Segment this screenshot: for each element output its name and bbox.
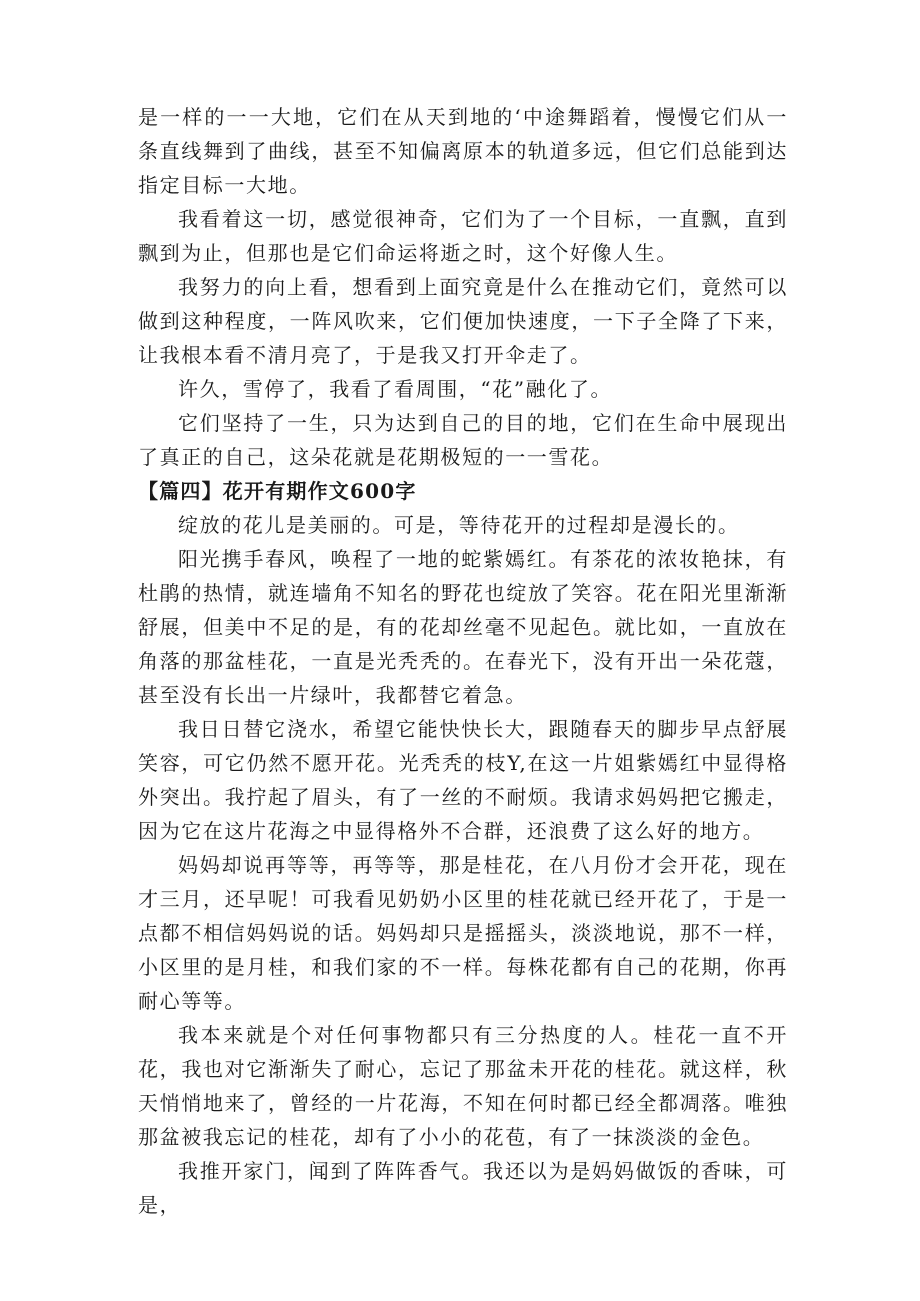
document-page xyxy=(138,100,788,1222)
paragraph: 绽放的花儿是美丽的。可是，等待花开的过程却是漫长的。 xyxy=(178,513,740,537)
paragraph: 我本来就是个对任何事物都只有三分热度的人。桂花一直不开花，我也对它渐渐失了耐心，忘记了那盆未开花的桂花。就这样，秋天悄悄地来了，曾经的一片花海，不知在何时都已经全都凋落。唯独那盆被我忘记的桂花，却有了小小的花苞，有了一抹淡淡的金色。 xyxy=(138,1023,788,1149)
paragraph: 阳光携手春风，唤程了一地的蛇紫嫣红。有茶花的浓妆艳抹，有杜鹃的热情，就连墙角不知名的野花也绽放了笑容。花在阳光里渐渐舒展，但美中不足的是，有的花却丝毫不见起色。就比如，一直放在角落的那盆桂花，一直是光秃秃的。在春光下，没有开出一朵花蔻，甚至没有长出一片绿叶，我都替它着急。 xyxy=(138,547,788,707)
paragraph-continuation: 是一样的一一大地，它们在从天到地的‘中途舞蹈着，慢慢它们从一条直线舞到了曲线，甚至不知偏离原本的轨道多远，但它们总能到达指定目标一大地。 xyxy=(138,105,788,197)
paragraph: 许久，雪停了，我看了看周围，“花”融化了。 xyxy=(178,377,613,401)
paragraph: 我日日替它浇水，希望它能快快长大，跟随春天的脚步早点舒展笑容，可它仍然不愿开花。光秃秃的枝Y,在这一片姐紫嫣红中显得格外突出。我拧起了眉头，有了一丝的不耐烦。我请求妈妈把它搬走，因为它在这片花海之中显得格外不合群，还浪费了这么好的地方。 xyxy=(138,717,788,843)
paragraph: 我努力的向上看，想看到上面究竟是什么在推动它们，竟然可以做到这种程度，一阵风吹来，它们便加快速度，一下子全降了下来，让我根本看不清月亮了，于是我又打开伞走了。 xyxy=(138,275,788,367)
section-heading: 【篇四】花开有期作文600字 xyxy=(138,479,417,503)
paragraph: 我推开家门，闻到了阵阵香气。我还以为是妈妈做饭的香味，可是， xyxy=(138,1159,788,1217)
paragraph: 我看着这一切，感觉很神奇，它们为了一个目标，一直飘，直到飘到为止，但那也是它们命运将逝之时，这个好像人生。 xyxy=(138,207,788,265)
paragraph: 它们坚持了一生，只为达到自己的目的地，它们在生命中展现出了真正的自己，这朵花就是花期极短的一一雪花。 xyxy=(138,411,788,469)
paragraph: 妈妈却说再等等，再等等，那是桂花，在八月份才会开花，现在才三月，还早呢！可我看见奶奶小区里的桂花就已经开花了，于是一点都不相信妈妈说的话。妈妈却只是摇摇头，淡淡地说，那不一样，小区里的是月桂，和我们家的不一样。每株花都有自己的花期，你再耐心等等。 xyxy=(138,853,788,1013)
